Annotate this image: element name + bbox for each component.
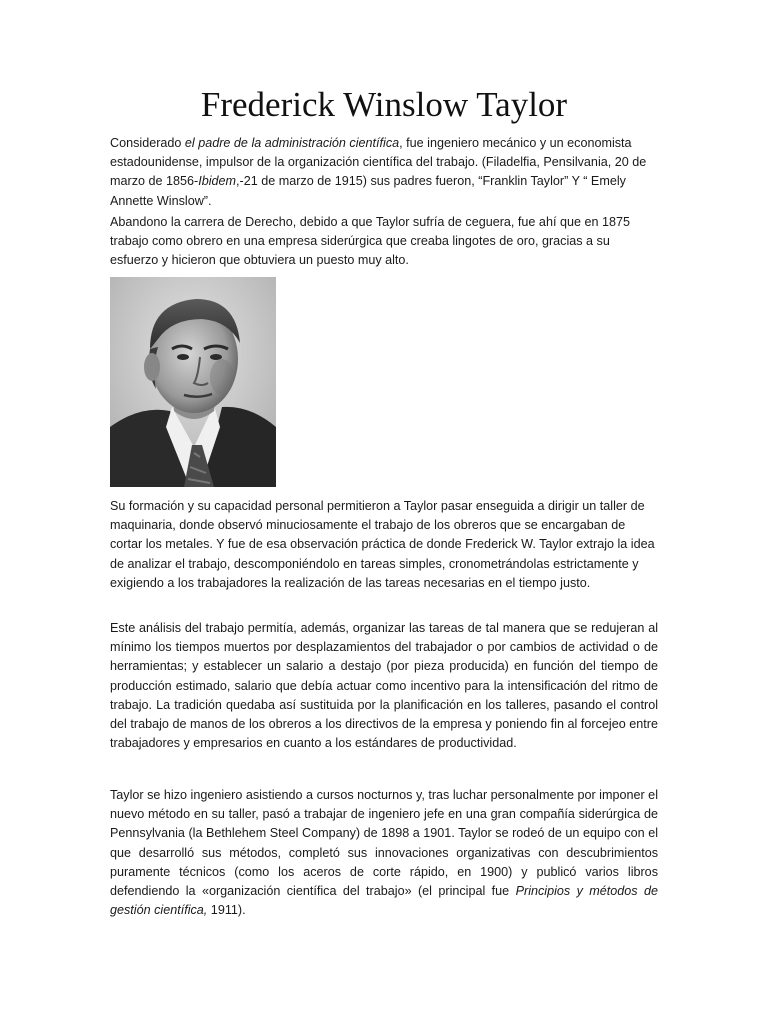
paragraph-engineer-book-title: Principios y métodos de gestión científica, bbox=[110, 884, 658, 918]
document-title: Frederick Winslow Taylor bbox=[200, 85, 568, 124]
paragraph-intro-italic-epithet: el padre de la administración científica bbox=[184, 136, 400, 150]
portrait-image bbox=[110, 277, 276, 487]
paragraph-analysis: Este análisis del trabajo permitía, además, organizar las tareas de tal manera que se redujeran al mínimo los tiempos muertos por desplazamientos del trabajador o por cambios de actividad o de herramientas; y establecer un salario a destajo (por pieza producida) en función del tiempo de producción estimado, salario que debía actuar como incentivo para la intensificación del ritmo de trabajo. La tradición quedaba así sustituida por la planificación en los talleres, pasando el control del trabajo de manos de los obreros a los directivos de la empresa y poniendo fin al forcejeo entre trabajadores y empresarios en cuanto a los estándares de productividad. bbox=[110, 621, 658, 751]
paragraph-training: Su formación y su capacidad personal permitieron a Taylor pasar enseguida a dirigir un taller de maquinaria, donde observó minuciosamente el trabajo de los obreros que se encargaban de cortar los metales. Y fue de esa observación práctica de donde Frederick W. Taylor extrajo la idea de analizar el trabajo, descomponiéndolo en tareas simples, cronometrándolas estrictamente y exigiendo a los trabajadores la realización de las tareas necesarias en el tiempo justo. bbox=[110, 499, 655, 590]
paragraph-engineer-text: Taylor se hizo ingeniero asistiendo a cursos nocturnos y, tras luchar personalmente por imponer el nuevo método en su taller, pasó a trabajar de ingeniero jefe en una gran compañía siderúrgica de Pennsylvania (la Bethlehem Steel Company) de 1898 a 1901. Taylor se rodeó de un equipo con el que desarrolló sus métodos, completó sus innovaciones organizativas con descubrimientos puramente técnicos (como los aceros de corte rápido, en 1900) y publicó varios libros defendiendo la «organización científica del trabajo» (el principal fue bbox=[110, 788, 658, 899]
paragraph-engineer bbox=[110, 786, 658, 920]
paragraph-intro-text: Considerado bbox=[110, 136, 185, 150]
paragraph-career: Abandono la carrera de Derecho, debido a que Taylor sufría de ceguera, fue ahí que en 1875 trabajo como obrero en una empresa siderúrgica que creaba lingotes de oro, gracias a su esfuerzo y hicieron que obtuviera un puesto muy alto. bbox=[110, 215, 630, 268]
paragraph-engineer-text-2: 1911). bbox=[207, 903, 246, 918]
portrait-photo bbox=[110, 277, 276, 487]
paragraph-intro-text-3: ,-21 de marzo de 1915) sus padres fueron, “Franklin Taylor” Y “ Emely Annette Winslow”. bbox=[110, 174, 626, 208]
paragraph-intro-italic-ibidem: Ibidem bbox=[198, 174, 237, 189]
paragraph-intro bbox=[110, 134, 658, 211]
paragraph-intro-text-2: , fue ingeniero mecánico y un economista estadounidense, impulsor de la organización científica del trabajo. (Filadelfia, Pensilvania, 20 de marzo de 1856- bbox=[110, 136, 647, 189]
